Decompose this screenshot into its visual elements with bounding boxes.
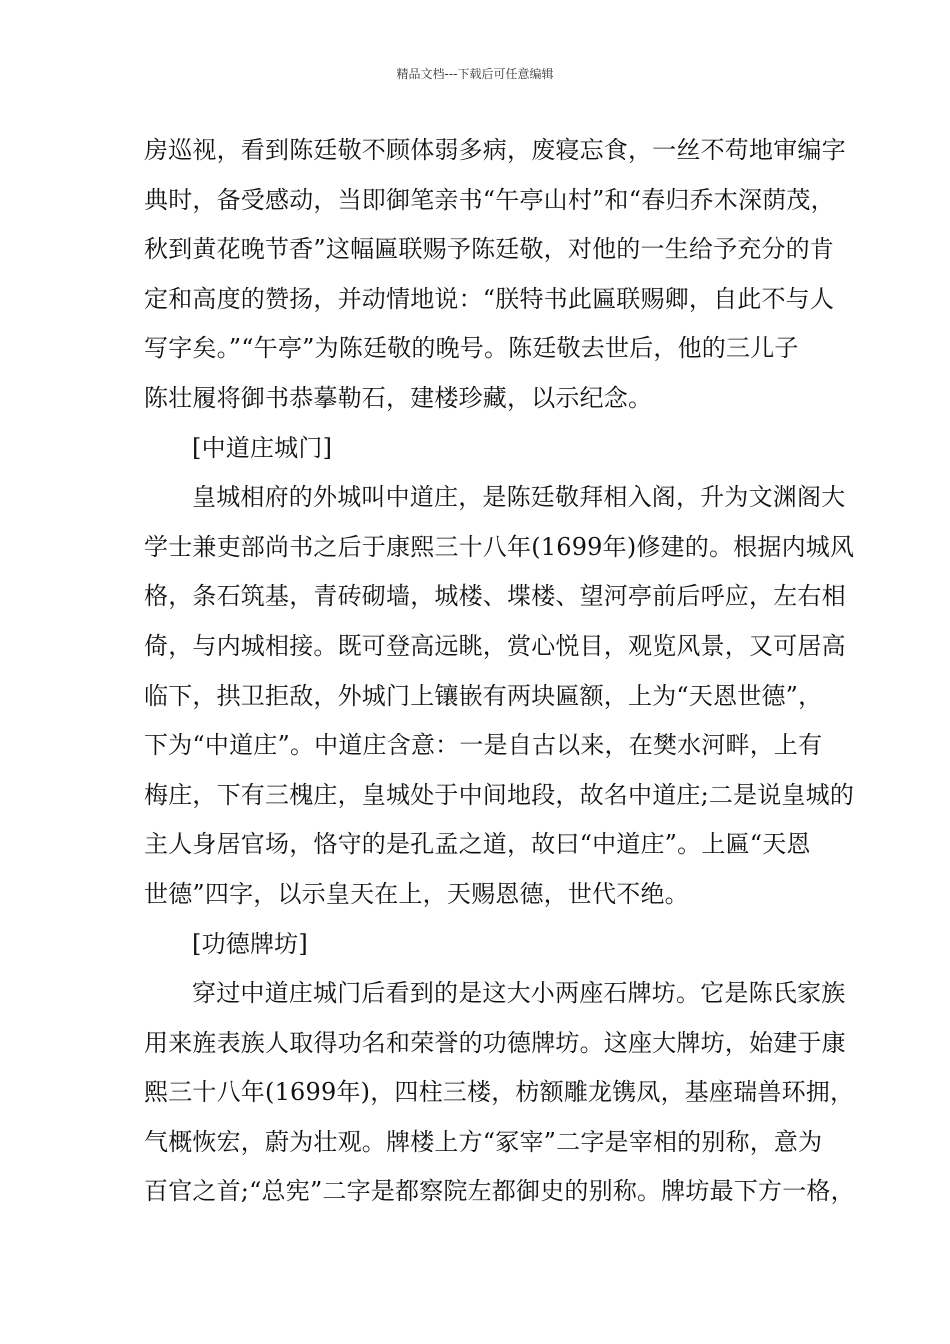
body-line: 气概恢宏，蔚为壮观。牌楼上方“冢宰”二字是宰相的别称，意为 bbox=[144, 1127, 823, 1156]
body-line: 百官之首;“总宪”二字是都察院左都御史的别称。牌坊最下方一格， bbox=[144, 1177, 855, 1206]
body-line: 定和高度的赞扬，并动情地说：“朕特书此匾联赐卿，自此不与人 bbox=[144, 284, 835, 313]
body-line: 写字矣。”“午亭”为陈廷敬的晚号。陈廷敬去世后，他的三儿子 bbox=[144, 334, 799, 363]
section-heading: [中道庄城门] bbox=[192, 433, 333, 462]
body-line: 临下，拱卫拒敌，外城门上镶嵌有两块匾额，上为“天恩世德”， bbox=[144, 681, 823, 710]
body-line: 学士兼吏部尚书之后于康熙三十八年(1699年)修建的。根据内城风 bbox=[144, 532, 855, 561]
body-line: 梅庄，下有三槐庄，皇城处于中间地段，故名中道庄;二是说皇城的 bbox=[144, 780, 855, 809]
body-line: 房巡视，看到陈廷敬不顾体弱多病，废寝忘食，一丝不苟地审编字 bbox=[144, 136, 846, 164]
body-line: 下为“中道庄”。中道庄含意：一是自古以来，在樊水河畔，上有 bbox=[144, 731, 823, 760]
paragraph-start: 皇城相府的外城叫中道庄，是陈廷敬拜相入阁，升为文渊阁大 bbox=[192, 483, 846, 512]
paragraph-start: 穿过中道庄城门后看到的是这大小两座石牌坊。它是陈氏家族 bbox=[192, 979, 846, 1008]
body-line: 格，条石筑基，青砖砌墙，城楼、堞楼、望河亭前后呼应，左右相 bbox=[144, 582, 846, 611]
body-line: 倚，与内城相接。既可登高远眺，赏心悦目，观览风景，又可居高 bbox=[144, 631, 846, 660]
body-line: 用来旌表族人取得功名和荣誉的功德牌坊。这座大牌坊，始建于康 bbox=[144, 1028, 846, 1057]
section-heading: [功德牌坊] bbox=[192, 929, 308, 958]
body-line: 主人身居官场，恪守的是孔孟之道，故曰“中道庄”。上匾“天恩 bbox=[144, 830, 811, 859]
body-line: 世德”四字，以示皇天在上，天赐恩德，世代不绝。 bbox=[144, 879, 689, 908]
body-line: 秋到黄花晚节香”这幅匾联赐予陈廷敬，对他的一生给予充分的肯 bbox=[144, 235, 835, 264]
page-header: 精品文档---下载后可任意编辑 bbox=[396, 67, 554, 81]
document-body bbox=[144, 126, 855, 1217]
body-line: 熙三十八年(1699年)，四柱三楼，枋额雕龙镌凤，基座瑞兽环拥， bbox=[144, 1078, 855, 1107]
body-line: 陈壮履将御书恭摹勒石，建楼珍藏，以示纪念。 bbox=[144, 383, 653, 412]
body-line: 典时，备受感动，当即御笔亲书“午亭山村”和“春归乔木深荫茂， bbox=[144, 185, 835, 214]
